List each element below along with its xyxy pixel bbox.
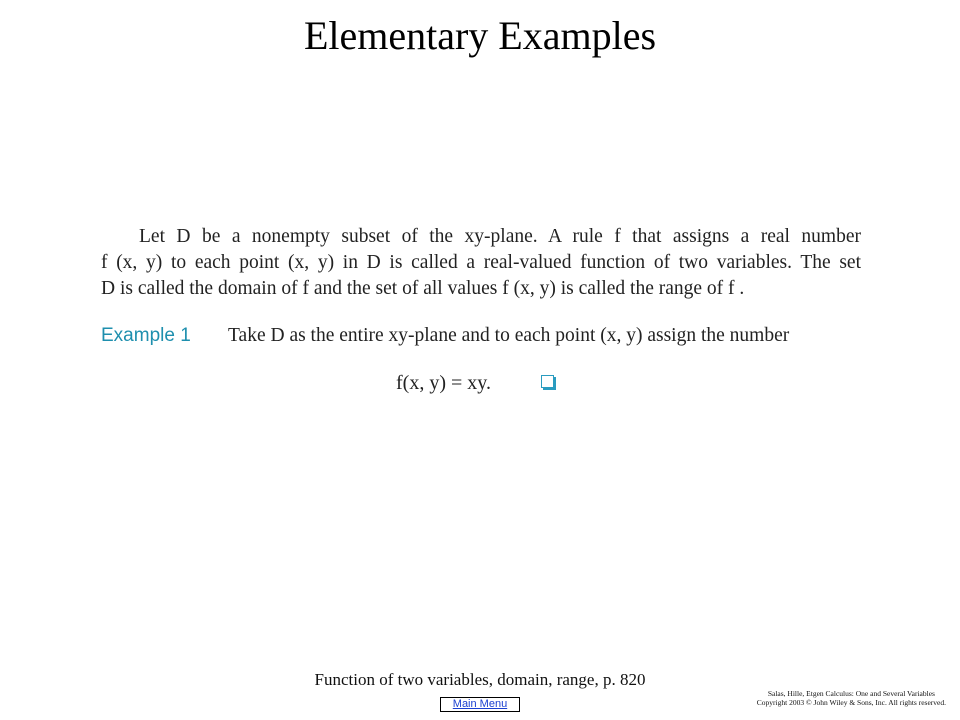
- definition-line-1: Let D be a nonempty subset of the xy-plane. A rule f that assigns a real number: [139, 226, 861, 247]
- slide-title: Elementary Examples: [303, 13, 657, 58]
- slide-caption: Function of two variables, domain, range, p. 820: [314, 670, 646, 689]
- definition-paragraph: [101, 224, 861, 302]
- definition-line-3: D is called the domain of f and the set of all values f (x, y) is called the range of f .: [101, 278, 745, 299]
- main-menu-button[interactable]: Main Menu: [440, 697, 520, 712]
- example-label: Example 1: [101, 325, 191, 346]
- copyright-notice: [757, 689, 946, 707]
- example-row: [101, 325, 861, 347]
- copyright-line-2: Copyright 2003 © John Wiley & Sons, Inc. All rights reserved.: [756, 698, 946, 707]
- example-formula: f(x, y) = xy.: [396, 372, 491, 394]
- definition-line-2: f (x, y) to each point (x, y) in D is called a real-valued function of two variables. The set: [101, 252, 861, 273]
- example-text: Take D as the entire xy-plane and to each point (x, y) assign the number: [228, 325, 790, 346]
- copyright-line-1: Salas, Hille, Etgen Calculus: One and Several Variables: [767, 689, 935, 698]
- qed-box-icon: [541, 375, 554, 388]
